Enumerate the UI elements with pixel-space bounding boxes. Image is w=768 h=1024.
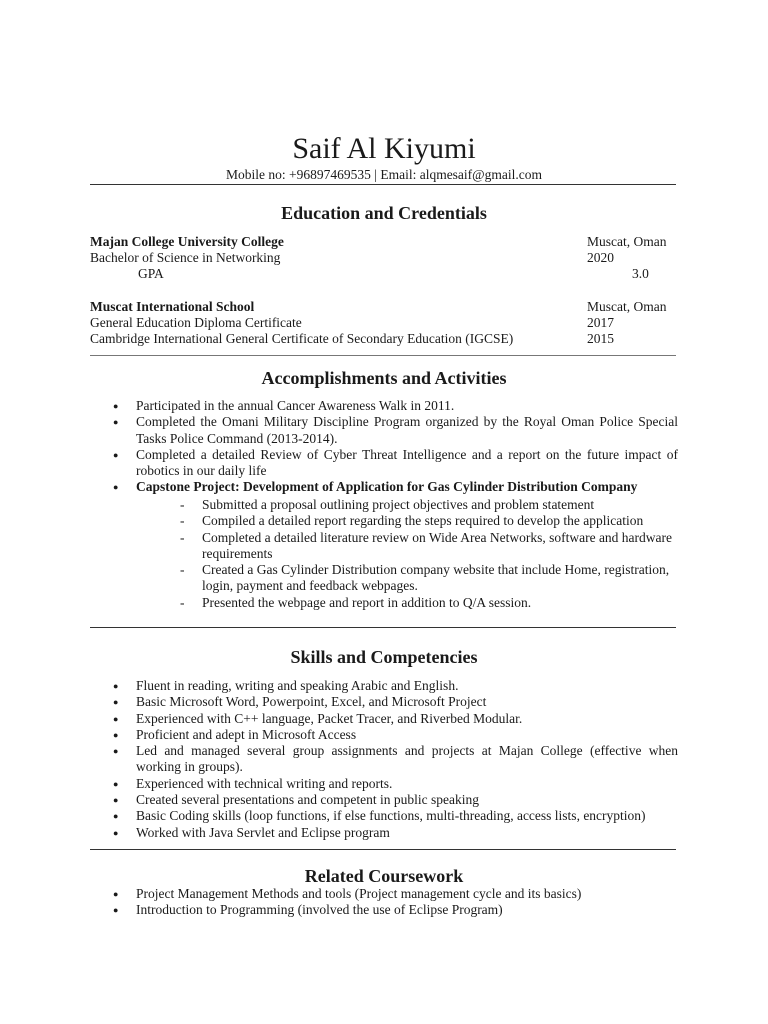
list-item: ● Experienced with C++ language, Packet Tracer, and Riverbed Modular.: [113, 710, 523, 726]
list-item: ● Created several presentations and competent in public speaking: [113, 792, 480, 808]
bullet-icon: ●: [113, 729, 119, 740]
school-location: Muscat, Oman: [587, 234, 667, 249]
header-divider: [90, 184, 676, 185]
dash-icon: -: [180, 594, 185, 610]
bullet-icon: ●: [113, 827, 119, 838]
gpa-value: 3.0: [632, 266, 649, 281]
list-item: ● Basic Microsoft Word, Powerpoint, Excel, and Microsoft Project: [113, 694, 487, 710]
certificate-year: 2015: [587, 331, 614, 346]
degree-year: 2020: [587, 250, 614, 265]
gpa-label: GPA: [138, 266, 164, 281]
dash-icon: -: [180, 497, 185, 512]
certificate-line: General Education Diploma Certificate: [90, 315, 302, 330]
school-location: Muscat, Oman: [587, 299, 667, 314]
skills-list: [108, 678, 678, 841]
list-item: - Completed a detailed literature review on Wide Area Networks, software and hardware requirements: [180, 529, 673, 561]
list-item: - Submitted a proposal outlining project objectives and problem statement: [180, 497, 595, 512]
section-divider: [90, 627, 676, 628]
accomplishments-heading: Accomplishments and Activities: [261, 368, 507, 388]
certificate-line: Cambridge International General Certificate of Secondary Education (IGCSE): [90, 331, 514, 346]
bullet-icon: ●: [113, 778, 119, 789]
skills-heading: Skills and Competencies: [290, 647, 478, 667]
bullet-icon: ●: [113, 795, 119, 806]
list-item: ● Introduction to Programming (involved the use of Eclipse Program): [113, 902, 503, 918]
section-divider: [90, 355, 676, 356]
list-item: - Presented the webpage and report in addition to Q/A session.: [180, 594, 532, 610]
list-item: - Created a Gas Cylinder Distribution company website that include Home, registration, login, payment and feedback webpages.: [180, 562, 670, 594]
school-name: Majan College University College: [90, 234, 284, 249]
coursework-list: [108, 886, 678, 919]
bullet-icon: ●: [113, 905, 119, 916]
list-item: ● Project Management Methods and tools (Project management cycle and its basics): [113, 886, 582, 901]
dash-icon: -: [180, 513, 185, 529]
contact-line: Mobile no: +96897469535 | Email: alqmesaif@gmail.com: [226, 167, 542, 182]
degree-line: Bachelor of Science in Networking: [90, 250, 281, 265]
list-item: - Compiled a detailed report regarding the steps required to develop the application: [180, 513, 644, 529]
bullet-icon: ●: [113, 811, 119, 822]
list-item: ● Participated in the annual Cancer Awareness Walk in 2011.: [113, 398, 455, 413]
list-item: ● Completed a detailed Review of Cyber Threat Intelligence and a report on the future impact of robotics in our daily life: [113, 446, 678, 479]
resume-name: Saif Al Kiyumi: [292, 132, 476, 165]
bullet-icon: ●: [113, 697, 119, 708]
bullet-icon: ●: [113, 401, 119, 411]
list-item: ● Experienced with technical writing and reports.: [113, 775, 393, 791]
list-item: ● Proficient and adept in Microsoft Access: [113, 726, 357, 742]
list-item: ● Capstone Project: Development of Application for Gas Cylinder Distribution Company: [113, 479, 638, 495]
list-item: ● Fluent in reading, writing and speaking Arabic and English.: [113, 678, 459, 693]
certificate-year: 2017: [587, 315, 614, 330]
bullet-icon: ●: [113, 746, 119, 757]
education-heading: Education and Credentials: [281, 203, 487, 223]
bullet-icon: ●: [113, 449, 119, 460]
dash-icon: -: [180, 562, 185, 578]
accomplishments-list: [108, 398, 678, 496]
list-item: ● Basic Coding skills (loop functions, if else functions, multi-threading, access lists, encryption): [113, 808, 646, 824]
bullet-icon: ●: [113, 482, 119, 493]
list-item: ● Worked with Java Servlet and Eclipse program: [113, 824, 390, 840]
coursework-heading: Related Coursework: [304, 866, 464, 886]
section-divider: [90, 849, 676, 850]
bullet-icon: ●: [113, 713, 119, 724]
dash-icon: -: [180, 529, 185, 545]
bullet-icon: ●: [113, 417, 119, 428]
school-name: Muscat International School: [90, 299, 255, 314]
bullet-icon: ●: [113, 681, 119, 691]
capstone-sublist: [180, 497, 678, 611]
list-item: ● Completed the Omani Military Discipline Program organized by the Royal Oman Police Special Tasks Police Command (2013-2014).: [113, 414, 678, 446]
bullet-icon: ●: [113, 889, 119, 899]
list-item: ● Led and managed several group assignments and projects at Majan College (effective when working in groups).: [113, 743, 678, 775]
